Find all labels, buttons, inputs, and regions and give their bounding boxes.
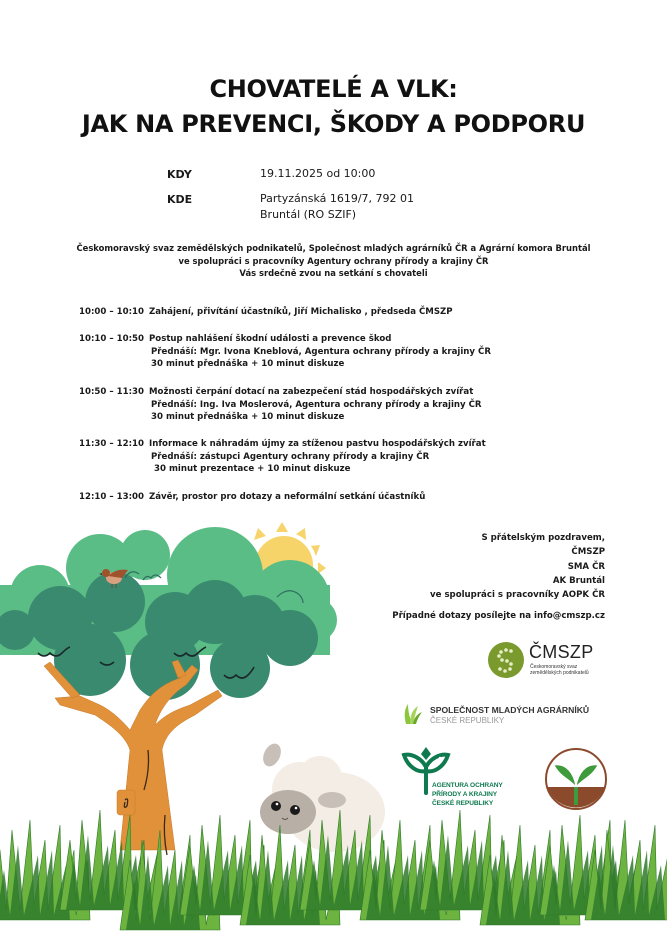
logo-aopk (400, 745, 520, 810)
when-value: 19.11.2025 od 10:00 (260, 167, 376, 180)
closing-org-sma: SMA ČR (567, 561, 605, 572)
sma-logo-line-1: SPOLEČNOST MLADÝCH AGRÁRNÍKŮ (430, 705, 590, 715)
agenda-title: Zahájení, přivítání účastníků, Jiří Michalisko , předseda ČMSZP (149, 307, 453, 317)
agenda-time: 10:00 – 10:10 (79, 307, 144, 317)
agenda-format: 30 minut prezentace + 10 minut diskuze (151, 464, 351, 475)
closing-org-cmszp: ČMSZP (571, 547, 605, 558)
intro-line-1: Českomoravský svaz zemědělských podnikatelů, Společnost mladých agrárníků ČR a Agrární komora Bruntál (76, 243, 591, 253)
logo-cmszp (487, 641, 627, 683)
where-line-2: Bruntál (RO SZIF) (260, 208, 357, 221)
agenda-time: 12:10 – 13:00 (79, 492, 144, 502)
intro-line-3: Vás srdečně zvou na setkání s chovateli (239, 268, 428, 278)
sma-logo-line-2: ČESKÉ REPUBLIKY (430, 716, 505, 725)
agenda-title: Závěr, prostor pro dotazy a neformální setkání účastníků (149, 492, 426, 502)
aopk-logo-text (432, 781, 503, 808)
grass-tuft (585, 820, 667, 920)
agenda-time: 10:50 – 11:30 (79, 387, 144, 397)
aopk-logo-line-1: AGENTURA OCHRANY (432, 782, 503, 789)
closing-cooperation: ve spolupráci s pracovníky AOPK ČR (430, 590, 605, 601)
agenda-title: Možnosti čerpání dotací na zabezpečení stád hospodářských zvířat (149, 387, 474, 397)
agenda-item (79, 386, 482, 424)
closing-greeting: S přátelským pozdravem, (481, 533, 605, 543)
aopk-logo-line-2: PŘÍRODY A KRAJINY (432, 791, 498, 798)
cmszp-logo-sub-2: zemědělských podnikatelů (530, 670, 589, 676)
event-title-line-1: CHOVATELÉ A VLK: (209, 75, 458, 103)
cmszp-emblem-icon (487, 641, 525, 679)
agenda-format: 30 minut přednáška + 10 minut diskuze (151, 359, 345, 370)
grass-illustration (0, 800, 667, 940)
agenda-item (79, 306, 453, 319)
agenda-speaker: Přednáší: zástupci Agentury ochrany přírody a krajiny ČR (151, 451, 430, 462)
intro-line-2: ve spolupráci s pracovníky Agentury ochrany přírody a krajiny ČR (178, 255, 489, 266)
closing-org-ak: AK Bruntál (552, 575, 605, 586)
logo-agrarni-komora (544, 747, 608, 811)
invitation-intro (0, 242, 667, 280)
closing-signature (430, 531, 605, 602)
cmszp-logo-sub-1: Českomoravský svaz (530, 664, 578, 670)
agenda-time: 11:30 – 12:10 (79, 439, 144, 449)
where-label: KDE (167, 193, 193, 206)
cmszp-logo-name: ČMSZP (529, 642, 594, 662)
agenda-item (79, 438, 486, 476)
agenda-speaker: Přednáší: Ing. Iva Moslerová, Agentura ochrany přírody a krajiny ČR (151, 399, 482, 410)
when-label: KDY (167, 168, 192, 181)
agenda-title: Postup nahlášení škodní události a prevence škod (149, 334, 392, 344)
agenda-format: 30 minut přednáška + 10 minut diskuze (151, 412, 345, 423)
agenda-title: Informace k náhradám újmy za stíženou pastvu hospodářských zvířat (149, 439, 486, 449)
agenda-item (79, 491, 425, 504)
where-line-1: Partyzánská 1619/7, 792 01 (260, 192, 415, 205)
cmszp-logo-subtitle (530, 664, 589, 676)
agenda-item (79, 333, 491, 371)
aopk-logo-line-3: ČESKÉ REPUBLIKY (432, 800, 494, 807)
logo-sma (402, 700, 622, 730)
event-title-line-2: JAK NA PREVENCI, ŠKODY A PODPORU (81, 110, 586, 138)
agenda-speaker: Přednáší: Mgr. Ivona Kneblová, Agentura ochrany přírody a krajiny ČR (151, 346, 491, 357)
contact-line: Případné dotazy posílejte na info@cmszp.cz (392, 611, 605, 621)
agenda-time: 10:10 – 10:50 (79, 334, 144, 344)
sma-leaf-icon (402, 702, 424, 726)
